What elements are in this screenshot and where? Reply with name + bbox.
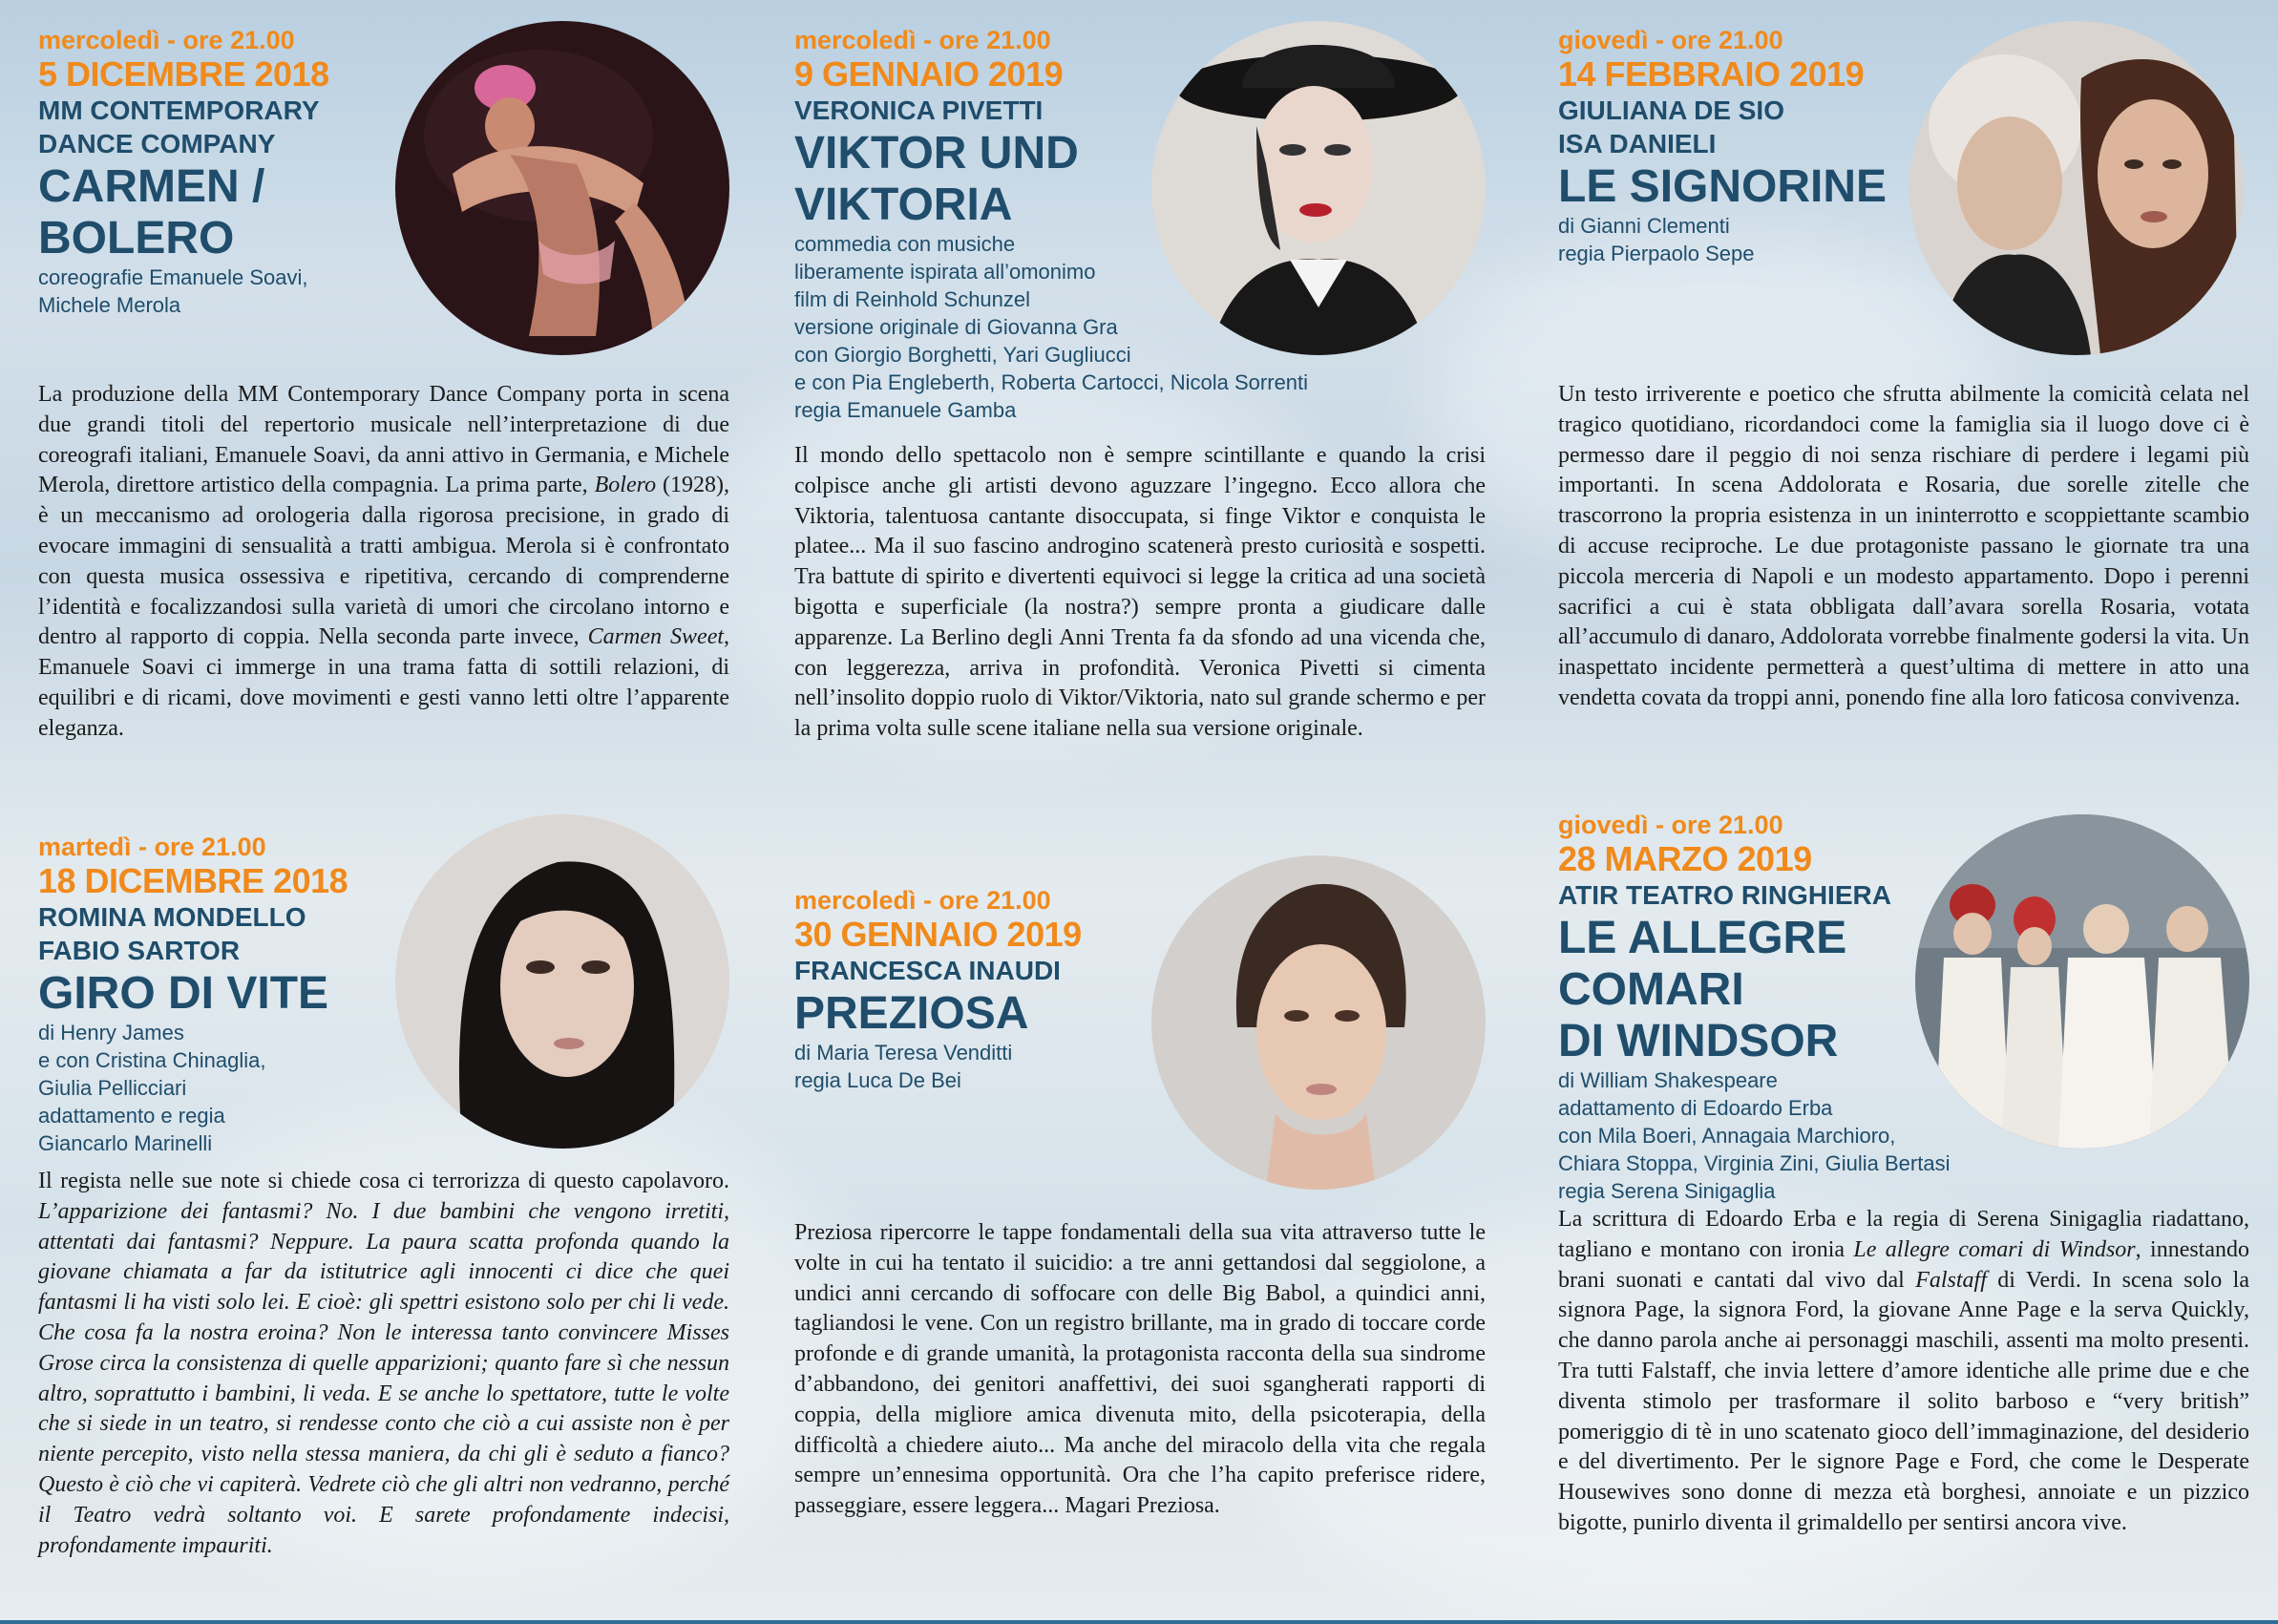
event-credit: regia Serena Sinigaglia: [1558, 1179, 1776, 1203]
event-description: La scrittura di Edoardo Erba e la regia di Serena Sinigaglia riadattano, tagliano e montano con ironia Le allegre comari di Windsor, innestando brani suonati e cantati dal vivo dal Falstaff di Verdi. In scena solo la signora Page, la signora Ford, la giovane Anne Page e la serva Quickly, che danno parola anche ai personaggi maschili, assenti ma molto presenti. Tra tutti Falstaff, che invia lettere d’amore identiche alle prime due e che diventa stimolo per trasformare il solito barboso e “very british” pomeriggio di tè in uno scatenato gioco dell’immaginazione, del desiderio e del divertimento. Per le signore Page e Ford, che come le Desperate Housewives sono donne di mezza età borghesi, annoiate e un pizzico bigotte, punirlo diventa il grimaldello per sentirsi ancora vive.: [1558, 1207, 2250, 1535]
event-day-time: giovedì - ore 21.00: [1558, 811, 1783, 839]
event-credit: regia Luca De Bei: [794, 1068, 961, 1092]
event-credit: regia Emanuele Gamba: [794, 398, 1017, 422]
event-credit: coreografie Emanuele Soavi,: [38, 265, 308, 289]
event-title: DI WINDSOR: [1558, 1016, 1839, 1066]
event-le-signorine-header: [1558, 25, 1921, 267]
event-credit: con Mila Boeri, Annagaia Marchioro,: [1558, 1124, 1896, 1148]
event-performer: MM CONTEMPORARY: [38, 95, 320, 125]
event-title: CARMEN /: [38, 161, 265, 212]
event-carmen-bolero-header: [38, 25, 382, 319]
event-credit: di Maria Teresa Venditti: [794, 1041, 1013, 1065]
francesca-inaudi-photo: [1151, 855, 1486, 1190]
veronica-pivetti-photo: [1151, 21, 1486, 355]
event-credit: e con Cristina Chinaglia,: [38, 1048, 266, 1072]
event-description: Un testo irriverente e poetico che sfrutta abilmente la comicità celata nel tragico quotidiano, ricordandoci come la famiglia sia il luogo dove ci è permesso dare il peggio di noi senza rischiare di perdere i legami più importanti. In scena Addolorata e Rosaria, due sorelle zitelle che trascorrono la propria esistenza in un ininterrotto e scoppiettante scambio di accuse reciproche. Le due protagoniste passano le giornate tra una piccola merceria di Napoli e un modesto appartamento. Dopo i perenni sacrifici a cui è stata obbligata dall’avara sorella Rosaria, votata all’accumulo di danaro, Addolorata vorrebbe finalmente godersi la vita. Un inaspettato incidente permetterà a quest’ultima di mettere in atto una vendetta covata da troppi anni, ponendo fine alla loro faticosa convivenza.: [1558, 382, 2249, 710]
event-credit: liberamente ispirata all’omonimo: [794, 260, 1096, 284]
event-description: La produzione della MM Contemporary Dance Company porta in scena due grandi titoli del repertorio musicale nell’interpretazione di due coreografi italiani, Emanuele Soavi, da anni attivo in Germania, e Michele Merola, direttore artistico della compagnia. La prima parte, Bolero (1928), è un meccanismo ad orologeria dalla rigorosa precisione, in grado di evocare immagini di sensualità a tratti ambigua. Merola si è confrontato con questa musica ossessiva e ripetitiva, cercando di comprenderne l’identità e focalizzandosi sulla varietà di umori che circolano intorno e dentro al rapporto di coppia. Nella seconda parte invece, Carmen Sweet, Emanuele Soavi ci immerge in una trama fatta di sottili relazioni, di equilibri e di ricami, dove movimenti e gesti vanno letti oltre l’apparente eleganza.: [38, 382, 730, 741]
event-title: GIRO DI VITE: [38, 968, 329, 1019]
event-description: Preziosa ripercorre le tappe fondamentali della sua vita attraverso tutte le volte in cui ha tentato il suicidio: a tre anni gettandosi dal seggiolone, a undici anni cercando di soffocare con delle Big Babol, a quindici anni, tagliandosi le vene. Con un registro brillante, ma in grado di toccare corde profonde e di grande umanità, la protagonista racconta della sua sindrome d’abbandono, dei genitori anaffettivi, dei suoi sgangherati rapporti di coppia, della migliore amica divenuta mito, della psicoterapia, della difficoltà a chiedere aiuto... Ma anche del miracolo della vita che regala sempre un’ennesima opportunità. Ora che l’ha capito preferisce ridere, passeggiare, essere leggera... Magari Preziosa.: [794, 1220, 1486, 1519]
event-performer: FRANCESCA INAUDI: [794, 956, 1061, 985]
event-credit: e con Pia Engleberth, Roberta Cartocci, Nicola Sorrenti: [794, 370, 1309, 394]
event-credit: di Henry James: [38, 1021, 184, 1044]
event-credit: Giulia Pellicciari: [38, 1076, 187, 1100]
dancer-photo: [395, 21, 729, 355]
event-performer: ISA DANIELI: [1558, 129, 1717, 158]
event-day-time: giovedì - ore 21.00: [1558, 26, 1783, 54]
event-day-time: martedì - ore 21.00: [38, 833, 266, 861]
event-date: 9 GENNAIO 2019: [794, 54, 1064, 94]
event-credit: Chiara Stoppa, Virginia Zini, Giulia Bertasi: [1558, 1151, 1951, 1175]
event-credit: adattamento di Edoardo Erba: [1558, 1096, 1833, 1120]
event-title: BOLERO: [38, 213, 235, 264]
event-title: LE SIGNORINE: [1558, 161, 1888, 212]
allegre-comari-cast-photo: [1915, 814, 2249, 1149]
event-performer: DANCE COMPANY: [38, 129, 276, 158]
event-performer: ATIR TEATRO RINGHIERA: [1558, 880, 1891, 910]
event-credit: Michele Merola: [38, 293, 181, 317]
event-day-time: mercoledì - ore 21.00: [794, 886, 1051, 915]
bottom-divider: [0, 1620, 2278, 1624]
event-day-time: mercoledì - ore 21.00: [794, 26, 1051, 54]
event-description: Il mondo dello spettacolo non è sempre scintillante e quando la crisi colpisce anche gli artisti devono aguzzare l’ingegno. Ecco allora che Viktoria, talentuosa cantante disoccupata, si finge Viktor e conquista le platee... Ma il suo fascino androgino scatenerà presto curiosità e sospetti. Tra battute di spirito e divertenti equivoci si legge la critica ad una società bigotta e superficiale (la nostra?) sempre pronta a giudicare dalle apparenze. La Berlino degli Anni Trenta fa da sfondo ad una vicenda che, con leggerezza, arriva in profondità. Veronica Pivetti si cimenta nell’insolito doppio ruolo di Viktor/Viktoria, nato sul grande schermo e per la prima volta sulle scene italiane nella sua versione originale.: [794, 443, 1486, 742]
event-performer: ROMINA MONDELLO: [38, 902, 306, 932]
event-description: Il regista nelle sue note si chiede cosa ci terrorizza di questo capolavoro. L’apparizione dei fantasmi? No. I due bambini che vengono irretiti, attentati dai fantasmi? Neppure. La paura scatta profonda quando la giovane chiamata a far da istitutrice agli innocenti ci dice che quei fantasmi li ha visti solo lei. E cioè: gli spettri esistono solo per chi li vede. Che cosa fa la nostra eroina? Non le interessa tanto convincere Misses Grose circa la consistenza di quelle apparizioni; quanto fare sì che nessun altro, soprattutto i bambini, li veda. E se anche lo spettatore, tutte le volte che si siede in un teatro, si rendesse conto che ciò a cui assiste non è per niente percepito, visto nella stessa maniera, da chi gli è seduto a fianco? Questo è ciò che vi capiterà. Vedrete ciò che gli altri non vedranno, perché il Teatro vedrà soltanto voi. E sarete profondamente indecisi, profondamente impauriti.: [38, 1169, 729, 1558]
event-title: VIKTOR UND: [794, 128, 1079, 179]
de-sio-danieli-photo: [1909, 21, 2244, 355]
event-title: VIKTORIA: [794, 179, 1013, 230]
event-preziosa-header: [794, 885, 1157, 1094]
event-performer: FABIO SARTOR: [38, 936, 241, 965]
event-performer: GIULIANA DE SIO: [1558, 95, 1784, 125]
event-date: 18 DICEMBRE 2018: [38, 861, 348, 900]
event-credit: regia Pierpaolo Sepe: [1558, 242, 1755, 265]
event-credit: con Giorgio Borghetti, Yari Gugliucci: [794, 343, 1131, 367]
event-date: 28 MARZO 2019: [1558, 839, 1812, 878]
event-credit: film di Reinhold Schunzel: [794, 287, 1031, 311]
event-day-time: mercoledì - ore 21.00: [38, 26, 295, 54]
event-credit: commedia con musiche: [794, 232, 1016, 256]
event-credit: di William Shakespeare: [1558, 1068, 1778, 1092]
event-credit: di Gianni Clementi: [1558, 214, 1730, 238]
event-credit: versione originale di Giovanna Gra: [794, 315, 1118, 339]
event-date: 30 GENNAIO 2019: [794, 915, 1082, 954]
event-date: 5 DICEMBRE 2018: [38, 54, 329, 94]
event-title: LE ALLEGRE: [1558, 913, 1847, 963]
event-title: PREZIOSA: [794, 988, 1029, 1039]
event-giro-di-vite-header: [38, 832, 401, 1157]
event-credit: adattamento e regia: [38, 1104, 225, 1128]
event-date: 14 FEBBRAIO 2019: [1558, 54, 1865, 94]
event-title: COMARI: [1558, 964, 1744, 1015]
romina-mondello-photo: [395, 814, 729, 1149]
event-performer: VERONICA PIVETTI: [794, 95, 1044, 125]
event-credit: Giancarlo Marinelli: [38, 1131, 213, 1155]
